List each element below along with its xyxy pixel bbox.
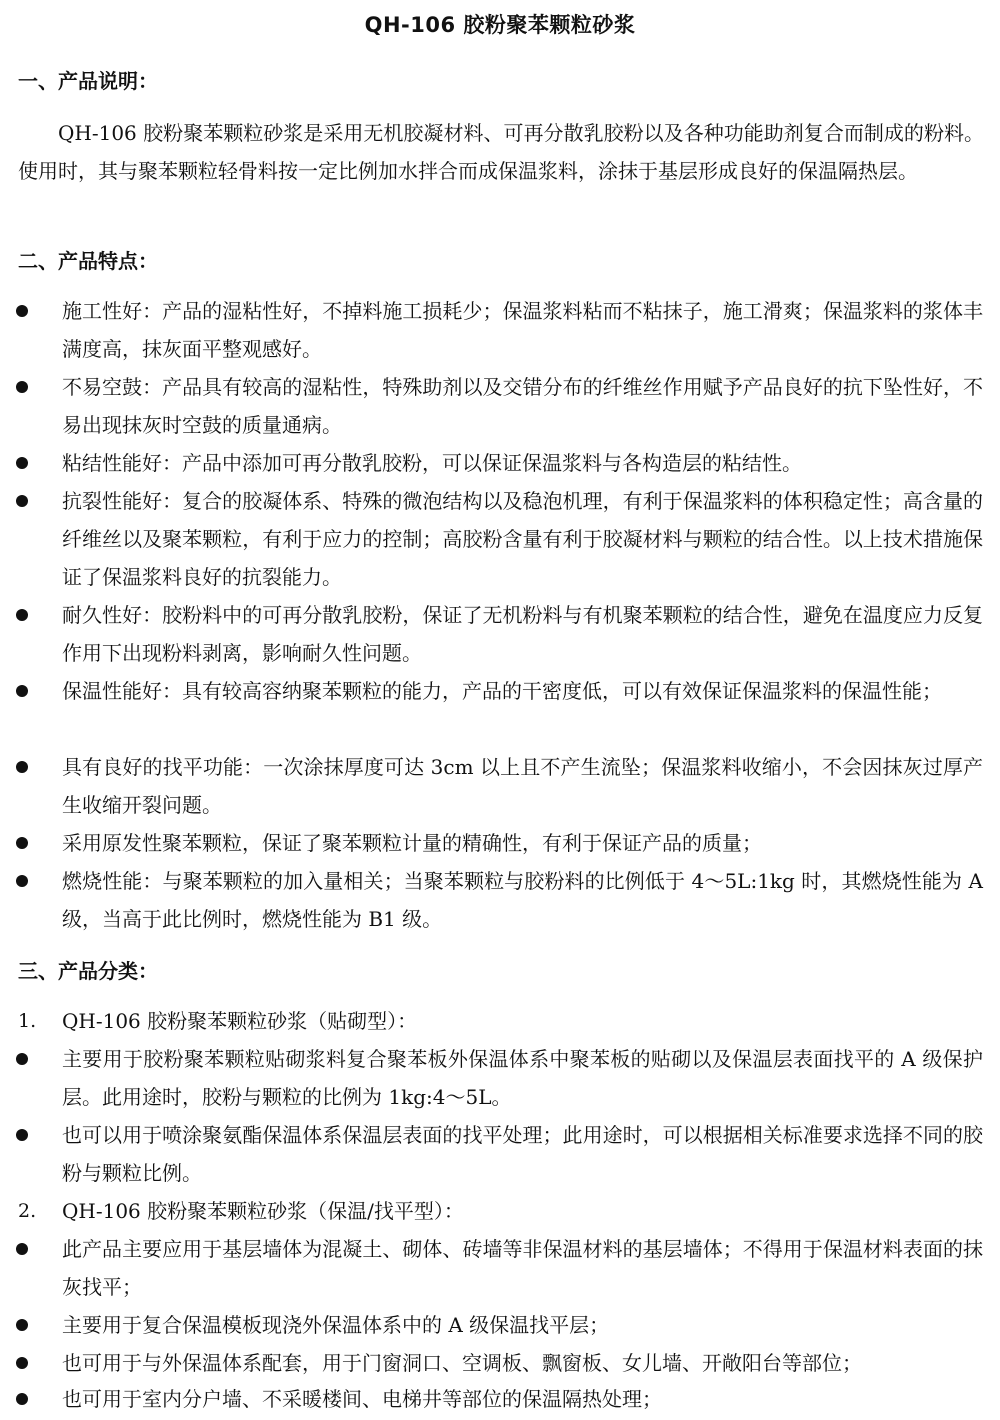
usage-text: 主要用于胶粉聚苯颗粒贴砌浆料复合聚苯板外保温体系中聚苯板的贴砌以及保温层表面找平的 A 级保护层。此用途时，胶粉与颗粒的比例为 1kg:4～5L。 xyxy=(62,1047,983,1109)
bullet-icon xyxy=(16,609,28,621)
bullet-icon xyxy=(16,381,28,393)
usage-text: 也可用于与外保温体系配套，用于门窗洞口、空调板、飘窗板、女儿墙、开敞阳台等部位； xyxy=(62,1351,862,1375)
feature-text: 抗裂性能好：复合的胶凝体系、特殊的微泡结构以及稳泡机理，有利于保温浆料的体积稳定性；高含量的纤维丝以及聚苯颗粒，有利于应力的控制；高胶粉含量有利于胶凝材料与颗粒的结合性。以上技术措施保证了保温浆料良好的抗裂能力。 xyxy=(62,489,983,589)
type-name: QH-106 胶粉聚苯颗粒砂浆（贴砌型）： xyxy=(62,1009,418,1033)
feature-text: 粘结性能好：产品中添加可再分散乳胶粉，可以保证保温浆料与各构造层的粘结性。 xyxy=(62,451,802,475)
feature-text: 保温性能好：具有较高容纳聚苯颗粒的能力，产品的干密度低，可以有效保证保温浆料的保温性能； xyxy=(62,679,942,703)
document-title: QH-106 胶粉聚苯颗粒砂浆 xyxy=(364,13,636,37)
type-number: 1. xyxy=(18,1010,37,1032)
bullet-icon xyxy=(16,1243,28,1255)
bullet-icon xyxy=(16,1357,28,1369)
usage-text: 也可以用于喷涂聚氨酯保温体系保温层表面的找平处理；此用途时，可以根据相关标准要求选择不同的胶粉与颗粒比例。 xyxy=(62,1123,983,1185)
feature-text: 具有良好的找平功能：一次涂抹厚度可达 3cm 以上且不产生流坠；保温浆料收缩小，不会因抹灰过厚产生收缩开裂问题。 xyxy=(62,755,983,817)
usage-text: 也可用于室内分户墙、不采暖楼间、电梯井等部位的保温隔热处理； xyxy=(62,1387,662,1411)
usage-text: 主要用于复合保温模板现浇外保温体系中的 A 级保温找平层； xyxy=(62,1313,610,1337)
feature-text: 采用原发性聚苯颗粒，保证了聚苯颗粒计量的精确性，有利于保证产品的质量； xyxy=(62,831,762,855)
bullet-icon xyxy=(16,875,28,887)
bullet-icon xyxy=(16,1053,28,1065)
bullet-icon xyxy=(16,1129,28,1141)
feature-text: 不易空鼓：产品具有较高的湿粘性，特殊助剂以及交错分布的纤维丝作用赋予产品良好的抗下坠性好，不易出现抹灰时空鼓的质量通病。 xyxy=(62,375,983,437)
bullet-icon xyxy=(16,761,28,773)
feature-text: 燃烧性能：与聚苯颗粒的加入量相关；当聚苯颗粒与胶粉料的比例低于 4～5L:1kg 时，其燃烧性能为 A 级，当高于此比例时，燃烧性能为 B1 级。 xyxy=(62,869,983,931)
bullet-icon xyxy=(16,457,28,469)
feature-text: 耐久性好：胶粉料中的可再分散乳胶粉，保证了无机粉料与有机聚苯颗粒的结合性，避免在温度应力反复作用下出现粉料剥离，影响耐久性问题。 xyxy=(62,603,983,665)
feature-text: 施工性好：产品的湿粘性好，不掉料施工损耗少；保温浆料粘而不粘抹子，施工滑爽；保温浆料的浆体丰满度高，抹灰面平整观感好。 xyxy=(62,299,983,361)
bullet-icon xyxy=(16,837,28,849)
bullet-icon xyxy=(16,495,28,507)
section-heading-classification: 三、产品分类： xyxy=(18,959,158,983)
section-heading-description: 一、产品说明： xyxy=(18,69,158,93)
type-number: 2. xyxy=(18,1200,37,1222)
bullet-icon xyxy=(16,1319,28,1331)
usage-text: 此产品主要应用于基层墙体为混凝土、砌体、砖墙等非保温材料的基层墙体；不得用于保温材料表面的抹灰找平； xyxy=(62,1237,983,1299)
product-description-paragraph: QH-106 胶粉聚苯颗粒砂浆是采用无机胶凝材料、可再分散乳胶粉以及各种功能助剂复合而制成的粉料。使用时，其与聚苯颗粒轻骨料按一定比例加水拌合而成保温浆料，涂抹于基层形成良好的保温隔热层。 xyxy=(18,121,984,183)
bullet-icon xyxy=(16,305,28,317)
section-heading-features: 二、产品特点： xyxy=(18,249,158,273)
bullet-icon xyxy=(16,685,28,697)
bullet-icon xyxy=(16,1393,28,1405)
type-name: QH-106 胶粉聚苯颗粒砂浆（保温/找平型）： xyxy=(62,1199,464,1223)
